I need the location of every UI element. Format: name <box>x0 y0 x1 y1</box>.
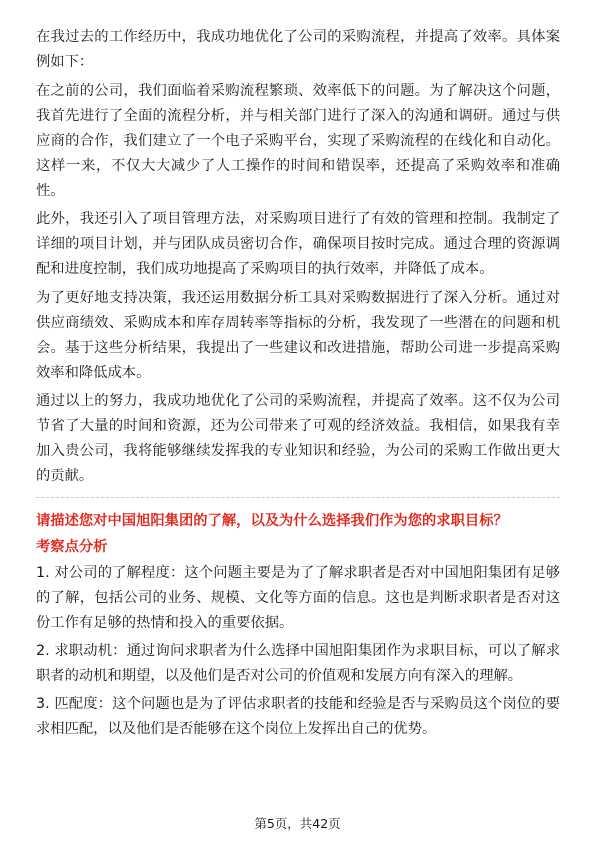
answer-paragraph: 为了更好地支持决策，我还运用数据分析工具对采购数据进行了深入分析。通过对供应商绩效、采购成本和库存周转率等指标的分析，我发现了一些潜在的问题和机会。基于这些分析结果，我提出了一些建议和改进措施，帮助公司进一步提高采购效率和降低成本。 <box>36 289 560 381</box>
analysis-list <box>36 561 560 742</box>
answer-paragraph: 此外，我还引入了项目管理方法，对采购项目进行了有效的管理和控制。我制定了详细的项目计划，并与团队成员密切合作，确保项目按时完成。通过合理的资源调配和进度控制，我们成功地提高了采购项目的执行效率，并降低了成本。 <box>36 211 560 277</box>
answer-paragraph: 在我过去的工作经历中，我成功地优化了公司的采购流程，并提高了效率。具体案例如下： <box>36 29 560 70</box>
interview-question: 请描述您对中国旭阳集团的了解，以及为什么选择我们作为您的求职目标？ <box>36 513 508 529</box>
analysis-item: 1. 对公司的了解程度：这个问题主要是为了了解求职者是否对中国旭阳集团有足够的了解，包括公司的业务、规模、文化等方面的信息。这也是判断求职者是否对这份工作有足够的热情和投入的重要依据。 <box>36 565 560 631</box>
analysis-heading: 考察点分析 <box>36 539 108 555</box>
page-content <box>36 25 560 745</box>
page-number: 第5页，共42页 <box>254 816 341 831</box>
answer-section <box>36 25 560 489</box>
answer-paragraph: 通过以上的努力，我成功地优化了公司的采购流程，并提高了效率。这不仅为公司节省了大量的时间和资源，还为公司带来了可观的经济效益。我相信，如果我有幸加入贵公司，我将能够继续发挥我的专业知识和经验，为公司的采购工作做出更大的贡献。 <box>36 393 560 484</box>
analysis-item: 2. 求职动机：通过询问求职者为什么选择中国旭阳集团作为求职目标，可以了解求职者的动机和期望，以及他们是否对公司的价值观和发展方向有深入的理解。 <box>36 643 560 684</box>
answer-paragraph: 在之前的公司，我们面临着采购流程繁琐、效率低下的问题。为了解决这个问题，我首先进行了全面的流程分析，并与相关部门进行了深入的沟通和调研。通过与供应商的合作，我们建立了一个电子采购平台，实现了采购流程的在线化和自动化。这样一来，不仅大大减少了人工操作的时间和错误率，还提高了采购效率和准确性。 <box>36 82 560 199</box>
section-divider <box>36 497 560 498</box>
analysis-item: 3. 匹配度：这个问题也是为了评估求职者的技能和经验是否与采购员这个岗位的要求相匹配，以及他们是否能够在这个岗位上发挥出自己的优势。 <box>36 696 560 737</box>
